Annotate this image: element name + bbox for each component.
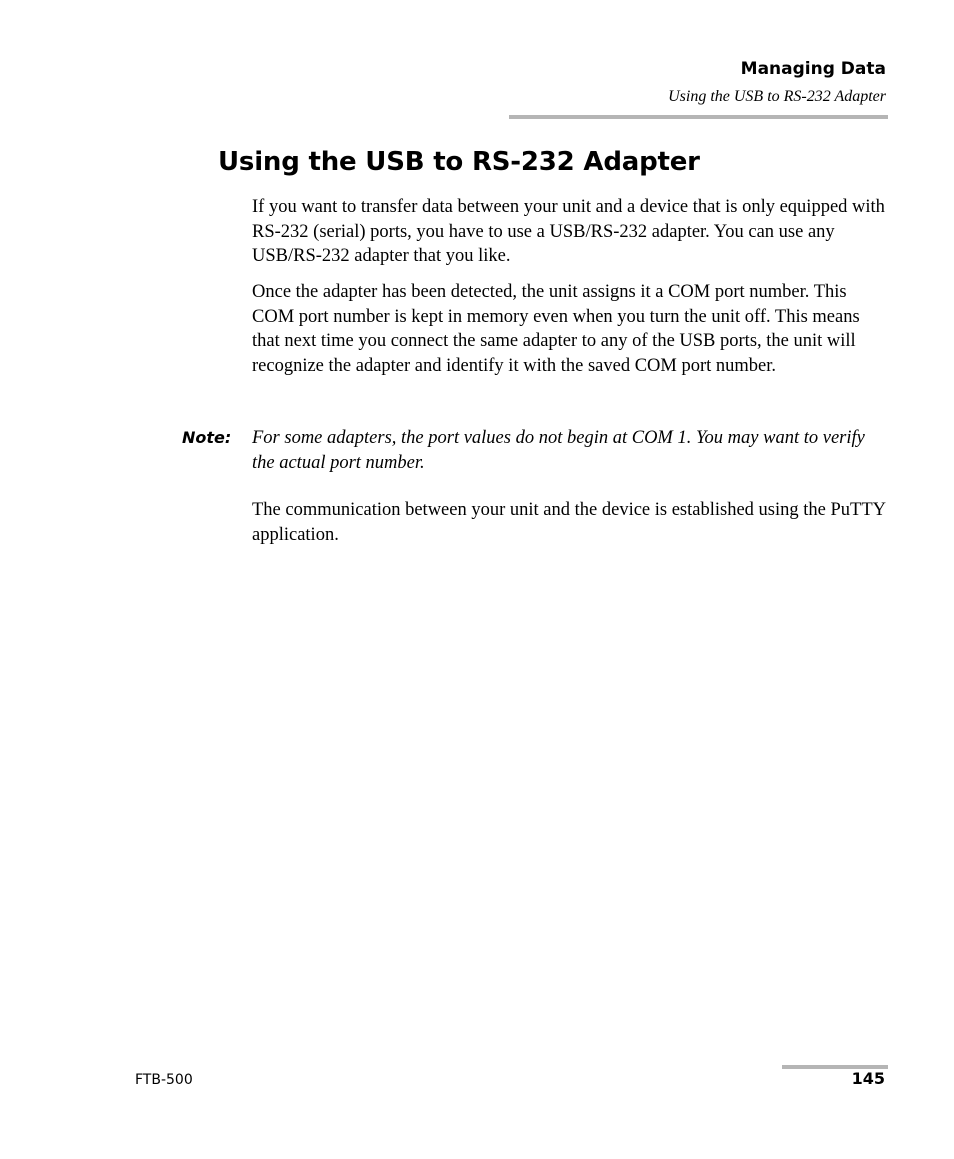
header-divider: [509, 115, 888, 119]
running-header-section: Managing Data: [740, 59, 886, 79]
note-label: Note:: [182, 428, 232, 447]
page-title: Using the USB to RS-232 Adapter: [218, 147, 700, 177]
body-paragraph-putty: The communication between your unit and the device is established using the PuTTY application.: [252, 500, 886, 545]
running-header-subtitle: Using the USB to RS-232 Adapter: [668, 88, 886, 105]
footer-product-name: FTB-500: [135, 1072, 193, 1088]
note-text: For some adapters, the port values do not begin at COM 1. You may want to verify the actual port number.: [252, 428, 865, 473]
body-paragraph-intro: If you want to transfer data between your unit and a device that is only equipped with RS-232 (serial) ports, you have to use a USB/RS-232 adapter. You can use any USB/RS-232 adapter that you like.: [252, 197, 885, 266]
body-paragraph-com-port: Once the adapter has been detected, the unit assigns it a COM port number. This COM port number is kept in memory even when you turn the unit off. This means that next time you connect the same adapter to any of the USB ports, the unit will recognize the adapter and identify it with the saved COM port number.: [252, 282, 860, 376]
page-number: 145: [851, 1069, 885, 1088]
